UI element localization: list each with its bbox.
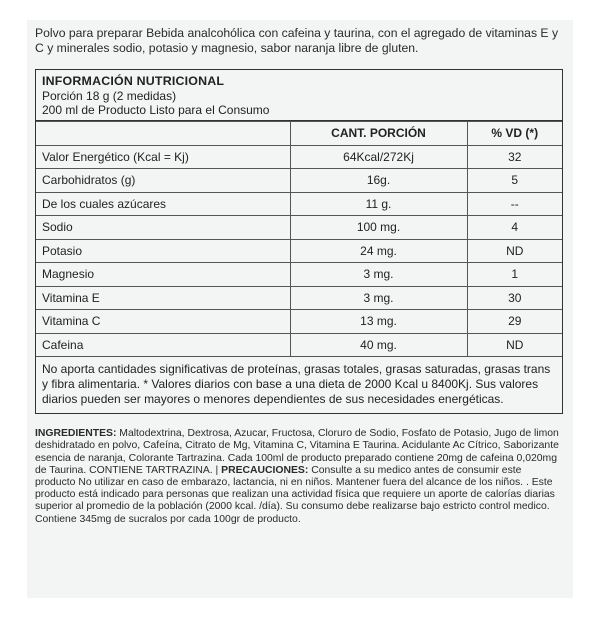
header-amount: CANT. PORCIÓN xyxy=(290,122,467,146)
nutrient-amount: 11 g. xyxy=(290,192,467,216)
table-header-row xyxy=(36,122,562,146)
nutrition-facts-panel xyxy=(35,69,563,414)
nutrient-amount: 16g. xyxy=(290,169,467,193)
nutrient-vd: 32 xyxy=(467,145,562,169)
nutrient-vd: -- xyxy=(467,192,562,216)
nutrient-amount: 3 mg. xyxy=(290,263,467,287)
nutrient-name: Vitamina E xyxy=(36,286,290,310)
nutrient-amount: 3 mg. xyxy=(290,286,467,310)
ingredients-text: Maltodextrina, Dextrosa, Azucar, Fructosa, Cloruro de Sodio, Fosfato de Potasio, Jugo de limon deshidratado en polvo, Cafeína, Citrato de Mg, Vitamina C, Vitamina E Taurina. Acidulante Ac Cítrico, Saborizante esencia de naranja, Colorante Tartrazina. Cada 100ml de producto preparado contiene 20mg de cafeina 0,020mg de Taurina. CONTIENE TARTRAZINA. | xyxy=(35,428,559,476)
nutrient-amount: 13 mg. xyxy=(290,310,467,334)
precautions-label: PRECAUCIONES: xyxy=(221,464,309,476)
precautions-text: Consulte a su medico antes de consumir este producto No utilizar en caso de embarazo, lactancia, ni en niños. Mantener fuera del alcance de los niños. . Este producto está indicado para personas que realizan una actividad física que requiere un aporte de calorías diarias superior al promedio de la población (2000 kcal. /día). Su consumo debe realizarse bajo estricto control medico. Contiene 345mg de sucralos por cada 100gr de producto. xyxy=(35,464,555,525)
nutrient-vd: 4 xyxy=(467,216,562,240)
ingredients-block xyxy=(35,428,561,526)
table-row xyxy=(36,145,562,169)
ingredients-label: INGREDIENTES: xyxy=(35,428,117,440)
nutrient-name: Magnesio xyxy=(36,263,290,287)
product-description: Polvo para preparar Bebida analcohólica con cafeina y taurina, con el agregado de vitaminas E y C y minerales sodio, potasio y magnesio, sabor naranja libre de gluten. xyxy=(35,26,559,55)
header-nutrient xyxy=(36,122,290,146)
nutrient-name: De los cuales azúcares xyxy=(36,192,290,216)
table-row xyxy=(36,239,562,263)
nutrition-title: INFORMACIÓN NUTRICIONAL xyxy=(42,74,225,89)
nutrition-header xyxy=(36,70,562,121)
nutrient-name: Vitamina C xyxy=(36,310,290,334)
serving-description: 200 ml de Producto Listo para el Consumo xyxy=(42,103,270,118)
table-row xyxy=(36,333,562,357)
nutrient-name: Cafeina xyxy=(36,333,290,357)
portion-size: Porción 18 g (2 medidas) xyxy=(42,89,177,104)
nutrient-vd: 30 xyxy=(467,286,562,310)
table-row xyxy=(36,169,562,193)
nutrition-footnote: No aporta cantidades significativas de proteínas, grasas totales, grasas saturadas, grasas trans y fibra alimentaria. * Valores diarios con base a una dieta de 2000 Kcal u 8400Kj. Sus valores diarios pueden ser mayores o menores dependientes de sus necesidades energéticas. xyxy=(42,362,551,407)
nutrient-name: Potasio xyxy=(36,239,290,263)
table-row xyxy=(36,310,562,334)
nutrient-name: Valor Energético (Kcal = Kj) xyxy=(36,145,290,169)
table-row xyxy=(36,216,562,240)
nutrient-amount: 100 mg. xyxy=(290,216,467,240)
nutrient-amount: 40 mg. xyxy=(290,333,467,357)
nutrient-vd: 1 xyxy=(467,263,562,287)
nutrient-vd: ND xyxy=(467,333,562,357)
nutrient-amount: 24 mg. xyxy=(290,239,467,263)
nutrition-table xyxy=(36,121,562,357)
nutrient-vd: ND xyxy=(467,239,562,263)
nutrition-rows xyxy=(36,145,562,357)
table-row xyxy=(36,286,562,310)
nutrient-name: Carbohidratos (g) xyxy=(36,169,290,193)
table-row xyxy=(36,192,562,216)
nutrient-name: Sodio xyxy=(36,216,290,240)
nutrient-vd: 5 xyxy=(467,169,562,193)
nutrient-amount: 64Kcal/272Kj xyxy=(290,145,467,169)
product-label xyxy=(27,20,573,598)
table-row xyxy=(36,263,562,287)
header-vd: % VD (*) xyxy=(467,122,562,146)
nutrient-vd: 29 xyxy=(467,310,562,334)
